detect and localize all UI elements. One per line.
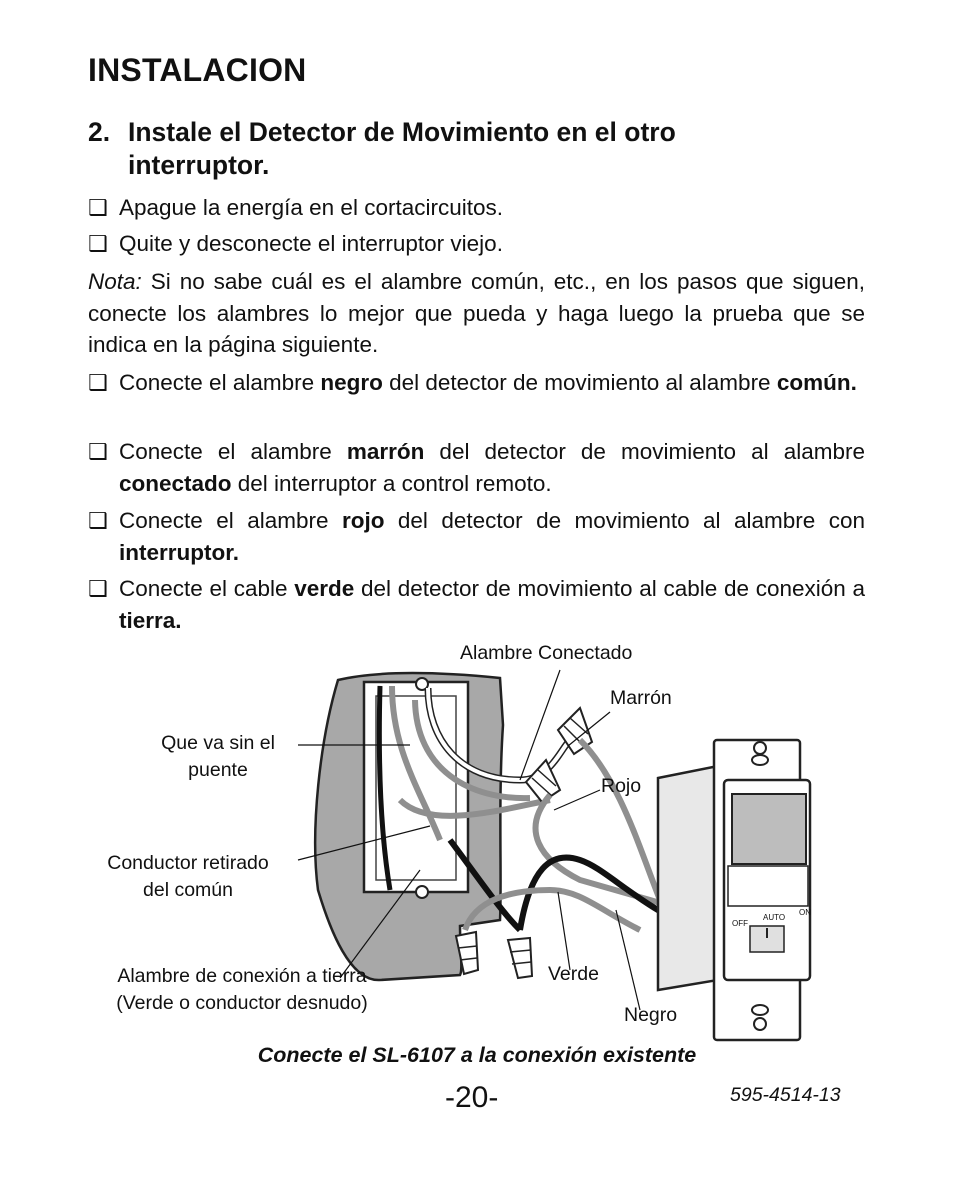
wire-target-tierra: tierra. <box>119 607 182 633</box>
wire-nut-rojo <box>526 760 560 802</box>
note-paragraph <box>88 266 865 361</box>
checklist-item <box>88 367 865 399</box>
label-conductor-retirado: Conductor retirado del común <box>107 852 269 901</box>
checklist-item <box>88 505 865 568</box>
checklist-text: Quite y desconecte el interruptor viejo. <box>119 231 503 256</box>
checkbox-icon: ❑ <box>88 576 108 601</box>
motion-detector <box>658 740 810 1040</box>
label-marron: Marrón <box>610 687 672 709</box>
checklist-text: Conecte el alambre rojo del detector de movimiento al alambre con interruptor. <box>119 508 865 565</box>
checklist-text: Conecte el alambre marrón del detector de movimiento al alambre conectado del interruptor a control remoto. <box>119 439 865 496</box>
label-que-va-sin-el-puente: Que va sin el puente <box>161 732 275 781</box>
wire-color-verde: verde <box>294 576 355 601</box>
checkbox-icon: ❑ <box>88 370 108 395</box>
label-alambre-conectado: Alambre Conectado <box>460 642 633 664</box>
wire-target-interruptor: interruptor. <box>119 539 240 565</box>
wire-color-negro: negro <box>320 370 383 395</box>
wire-target-comun: común. <box>776 370 857 395</box>
document-code: 595-4514-13 <box>730 1084 841 1106</box>
checkbox-icon: ❑ <box>88 231 108 256</box>
switch-label-on: ON <box>799 908 811 917</box>
checklist-text: Apague la energía en el cortacircuitos. <box>119 195 503 220</box>
switch-label-off: OFF <box>732 919 748 928</box>
wire-target-conectado: conectado <box>119 470 232 496</box>
checkbox-icon: ❑ <box>88 508 108 533</box>
step-heading <box>88 116 788 182</box>
checklist-item <box>88 192 865 224</box>
checkbox-icon: ❑ <box>88 439 108 464</box>
wire-color-marron: marrón <box>346 439 425 464</box>
wire-color-rojo: rojo <box>341 508 385 533</box>
checklist-text: Conecte el alambre negro del detector de movimiento al alambre común. <box>119 370 857 395</box>
label-verde: Verde <box>548 963 599 985</box>
note-label: Nota: <box>88 269 142 294</box>
checklist-item <box>88 436 865 499</box>
label-alambre-tierra: Alambre de conexión a tierra (Verde o conductor desnudo) <box>116 965 368 1014</box>
checklist-item <box>88 228 865 260</box>
checkbox-icon: ❑ <box>88 195 108 220</box>
detector-lens <box>732 794 806 864</box>
page-title: INSTALACION <box>88 52 307 88</box>
diagram-caption: Conecte el SL-6107 a la conexión existente <box>257 1043 697 1067</box>
step-number: 2. <box>88 117 111 147</box>
wire-nut-negro <box>508 938 532 978</box>
switch-label-auto: AUTO <box>763 913 786 922</box>
step-title: Instale el Detector de Movimiento en el otro interruptor. <box>128 117 676 180</box>
label-rojo: Rojo <box>601 775 642 797</box>
checklist-item <box>88 573 865 636</box>
checklist-text: Conecte el cable verde del detector de movimiento al cable de conexión a tierra. <box>119 576 866 633</box>
wiring-diagram <box>80 630 880 1050</box>
page-number: -20- <box>445 1081 499 1114</box>
note-text: Si no sabe cuál es el alambre común, etc., en los pasos que siguen, conecte los alambres lo mejor que pueda y haga luego la prueba que se indica en la página siguiente. <box>88 269 865 357</box>
label-negro: Negro <box>624 1004 678 1026</box>
